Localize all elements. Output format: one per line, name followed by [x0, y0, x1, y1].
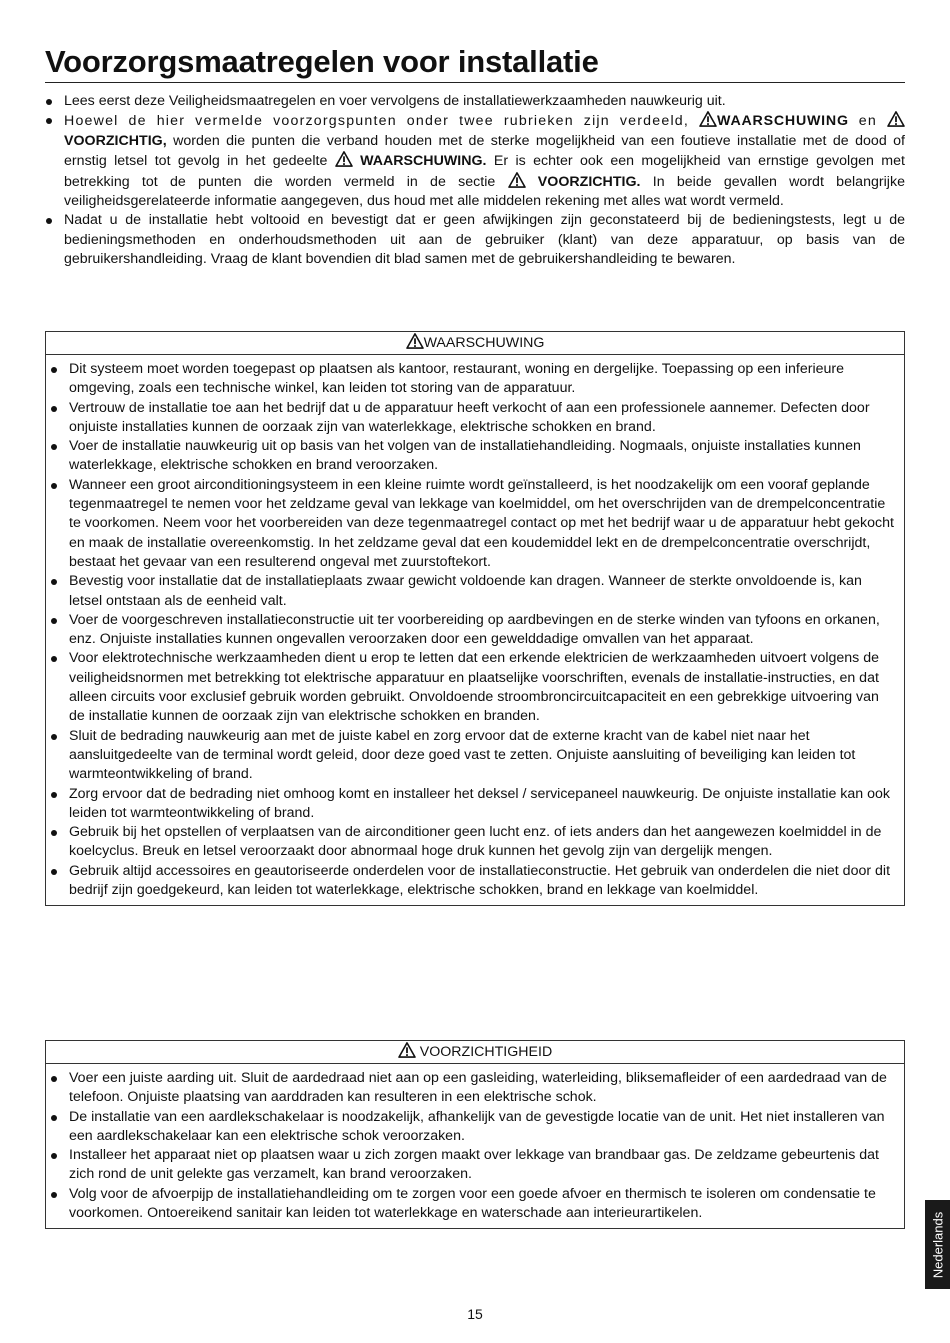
list-item: Gebruik bij het opstellen of verplaatsen van de airconditioner geen lucht enz. of iets anders dan het aangewezen koelmiddel in de koelcyclus. Breuk en letsel veroorzaakt door abnormaal hoge druk kunnen het gevolg zijn van dergelijk mengen. — [50, 823, 896, 862]
warning-icon — [406, 333, 424, 349]
intro-text-2b: worden die punten die verband houden met de sterke mogelijkheid van een foutieve installatie met de dood of ernstig letsel tot gevolg in het gedeelte — [64, 132, 905, 170]
intro-caution-label: VOORZICHTIG, — [64, 132, 167, 149]
language-tab-label: Nederlands — [930, 1211, 946, 1278]
caution-box — [45, 1040, 905, 1229]
list-item: Vertrouw de installatie toe aan het bedrijf dat u de apparatuur heeft verkocht of aan een professionele aannemer. Defecten door onjuiste installaties kunnen de oorzaak zijn van waterlekkage, elektrische schokken en brand. — [50, 399, 896, 438]
list-item: Dit systeem moet worden toegepast op plaatsen als kantoor, restaurant, woning en dergelijke. Toepassing op een inferieure omgeving, zoals een technische winkel, kan leiden tot storing van de apparatuur. — [50, 360, 896, 399]
list-item: Volg voor de afvoerpijp de installatiehandleiding om te zorgen voor een goede afvoer en thermisch te isoleren om condensatie te voorkomen. Ontoereikend sanitair kan leiden tot waterlekkage en waterschade aan interieurartikelen. — [50, 1185, 896, 1224]
intro-text-2a: Hoewel de hier vermelde voorzorgspunten onder twee rubrieken zijn verdeeld, — [64, 113, 700, 130]
intro-text-2d: In beide gevallen wordt belangrijke veiligheidsgerelateerde informatie aangegeven, dus houd met alle middelen rekening met alles wat wordt vermeld. — [64, 173, 906, 210]
intro-text-2c: Er is echter ook een mogelijkheid van ernstige gevolgen met betrekking tot de punten die worden vermeld in de sectie — [64, 153, 906, 190]
page-number: 15 — [467, 1306, 483, 1322]
intro-text-1: Lees eerst deze Veiligheidsmaatregelen en voer vervolgens de installatiewerkzaamheden nauwkeurig uit. — [64, 93, 726, 109]
list-item: Voer de installatie nauwkeurig uit op basis van het volgen van de installatiehandleiding. Nogmaals, onjuiste installaties kunnen waterlekkage, elektrische schokken en brand veroorzaken. — [50, 437, 896, 476]
intro-item — [45, 92, 905, 111]
intro-warning-label: WAARSCHUWING — [717, 113, 849, 130]
list-item: Sluit de bedrading nauwkeurig aan met de juiste kabel en zorg ervoor dat de externe kracht van de kabel niet naar het aansluitgedeelte van de terminal wordt geleid, door deze goed vast te zetten. Onjuiste aansluiting of beveiliging kan leiden tot warmteontwikkeling of brand. — [50, 727, 896, 785]
warning-box-header — [46, 332, 904, 355]
intro-and: en — [848, 113, 887, 130]
page-title: Voorzorgsmaatregelen voor installatie — [45, 42, 905, 83]
list-item: Voor elektrotechnische werkzaamheden dient u erop te letten dat een erkende elektricien de werkzaamheden uitvoert volgens de veiligheidsnormen met betrekking tot elektrische apparatuur en plaatselijke voorschriften, evenals de installatie-instructies, en dat alleen circuits voor exclusief gebruik worden gebruikt. Onvoldoende stroombroncircuitcapaciteit en een gebrekkige uitvoering van de installatie kunnen de oorzaak zijn van elektrische schokken en branden. — [50, 649, 896, 726]
list-item: Installeer het apparaat niet op plaatsen waar u zich zorgen maakt over lekkage van brandbaar gas. De zeldzame gebeurtenis dat zich rond de unit gelekte gas verzamelt, kan brand veroorzaken. — [50, 1146, 896, 1185]
list-item: Zorg ervoor dat de bedrading niet omhoog komt en installeer het deksel / servicepaneel nauwkeurig. De onjuiste installatie kan ook leiden tot warmteontwikkeling of brand. — [50, 785, 896, 824]
list-item: Voer een juiste aarding uit. Sluit de aardedraad niet aan op een gasleiding, waterleiding, bliksemafleider of een aardedraad van de telefoon. Onjuiste plaatsing van aarddraden kan resulteren in een elektrische schok. — [50, 1069, 896, 1108]
list-item: Bevestig voor installatie dat de installatieplaats zwaar gewicht voldoende kan dragen. Wanneer de sterkte onvoldoende is, kan letsel ontstaan als de eenheid valt. — [50, 572, 896, 611]
warning-box — [45, 331, 905, 906]
list-item: Wanneer een groot airconditioningsysteem in een kleine ruimte wordt geïnstalleerd, is het noodzakelijk om een vooraf geplande tegenmaatregel te nemen voor het zeldzame geval van lekkage van koelmiddel, om het overschrijden van de drempelconcentratie te voorkomen. Neem voor het voorbereiden van deze tegenmaatregel contact op met het bedrijf waar u de apparatuur hebt gekocht en maak de installatie overeenkomstig. In het zeldzame geval dat een koudemiddel lekt en de drempelconcentratie overschrijdt, bestaat het gevaar van een resulterend ongeval met zuurstoftekort. — [50, 476, 896, 572]
list-item: Gebruik altijd accessoires en geautoriseerde onderdelen voor de installatieconstructie. Het gebruik van onderdelen die niet door dit bedrijf zijn goedgekeurd, kan leiden tot waterlekkage, elektrische schokken, brand en lekkage van koelmiddel. — [50, 862, 896, 901]
intro-item — [45, 211, 905, 269]
warning-icon — [887, 111, 905, 127]
intro-caution-label-2: VOORZICHTIG. — [537, 173, 641, 190]
intro-item — [45, 111, 905, 211]
list-item: De installatie van een aardlekschakelaar is noodzakelijk, afhankelijk van de gevestigde locatie van de unit. Het niet installeren van een aardlekschakelaar kan een elektrische schok veroorzaken. — [50, 1108, 896, 1147]
warning-icon — [398, 1042, 416, 1058]
caution-box-heading: VOORZICHTIGHEID — [419, 1044, 553, 1060]
caution-box-header — [46, 1041, 904, 1064]
warning-box-heading: WAARSCHUWING — [423, 335, 545, 351]
list-item: Voer de voorgeschreven installatieconstructie uit ter voorbereiding op aardbevingen en de sterke winden van tyfoons en orkanen, enz. Onjuiste installaties kunnen ongevallen veroorzaken door een gewelddadige omvallen van het apparaat. — [50, 611, 896, 650]
intro-warning-label-2: WAARSCHUWING. — [360, 153, 487, 170]
intro-section — [45, 92, 905, 270]
language-tab — [925, 1200, 950, 1289]
warning-icon — [508, 172, 526, 188]
intro-text-3: Nadat u de installatie hebt voltooid en bevestigt dat er geen afwijkingen zijn geconstateerd bij de bedieningstests, legt u de bedieningsmethoden en onderhoudsmethoden uit aan de gebruiker (klant) van deze apparatuur, op basis van de gebruikershandleiding. Vraag de klant bovendien dit blad samen met de gebruikershandleiding te bewaren. — [64, 212, 905, 268]
warning-icon — [335, 151, 353, 167]
warning-icon — [699, 111, 717, 127]
